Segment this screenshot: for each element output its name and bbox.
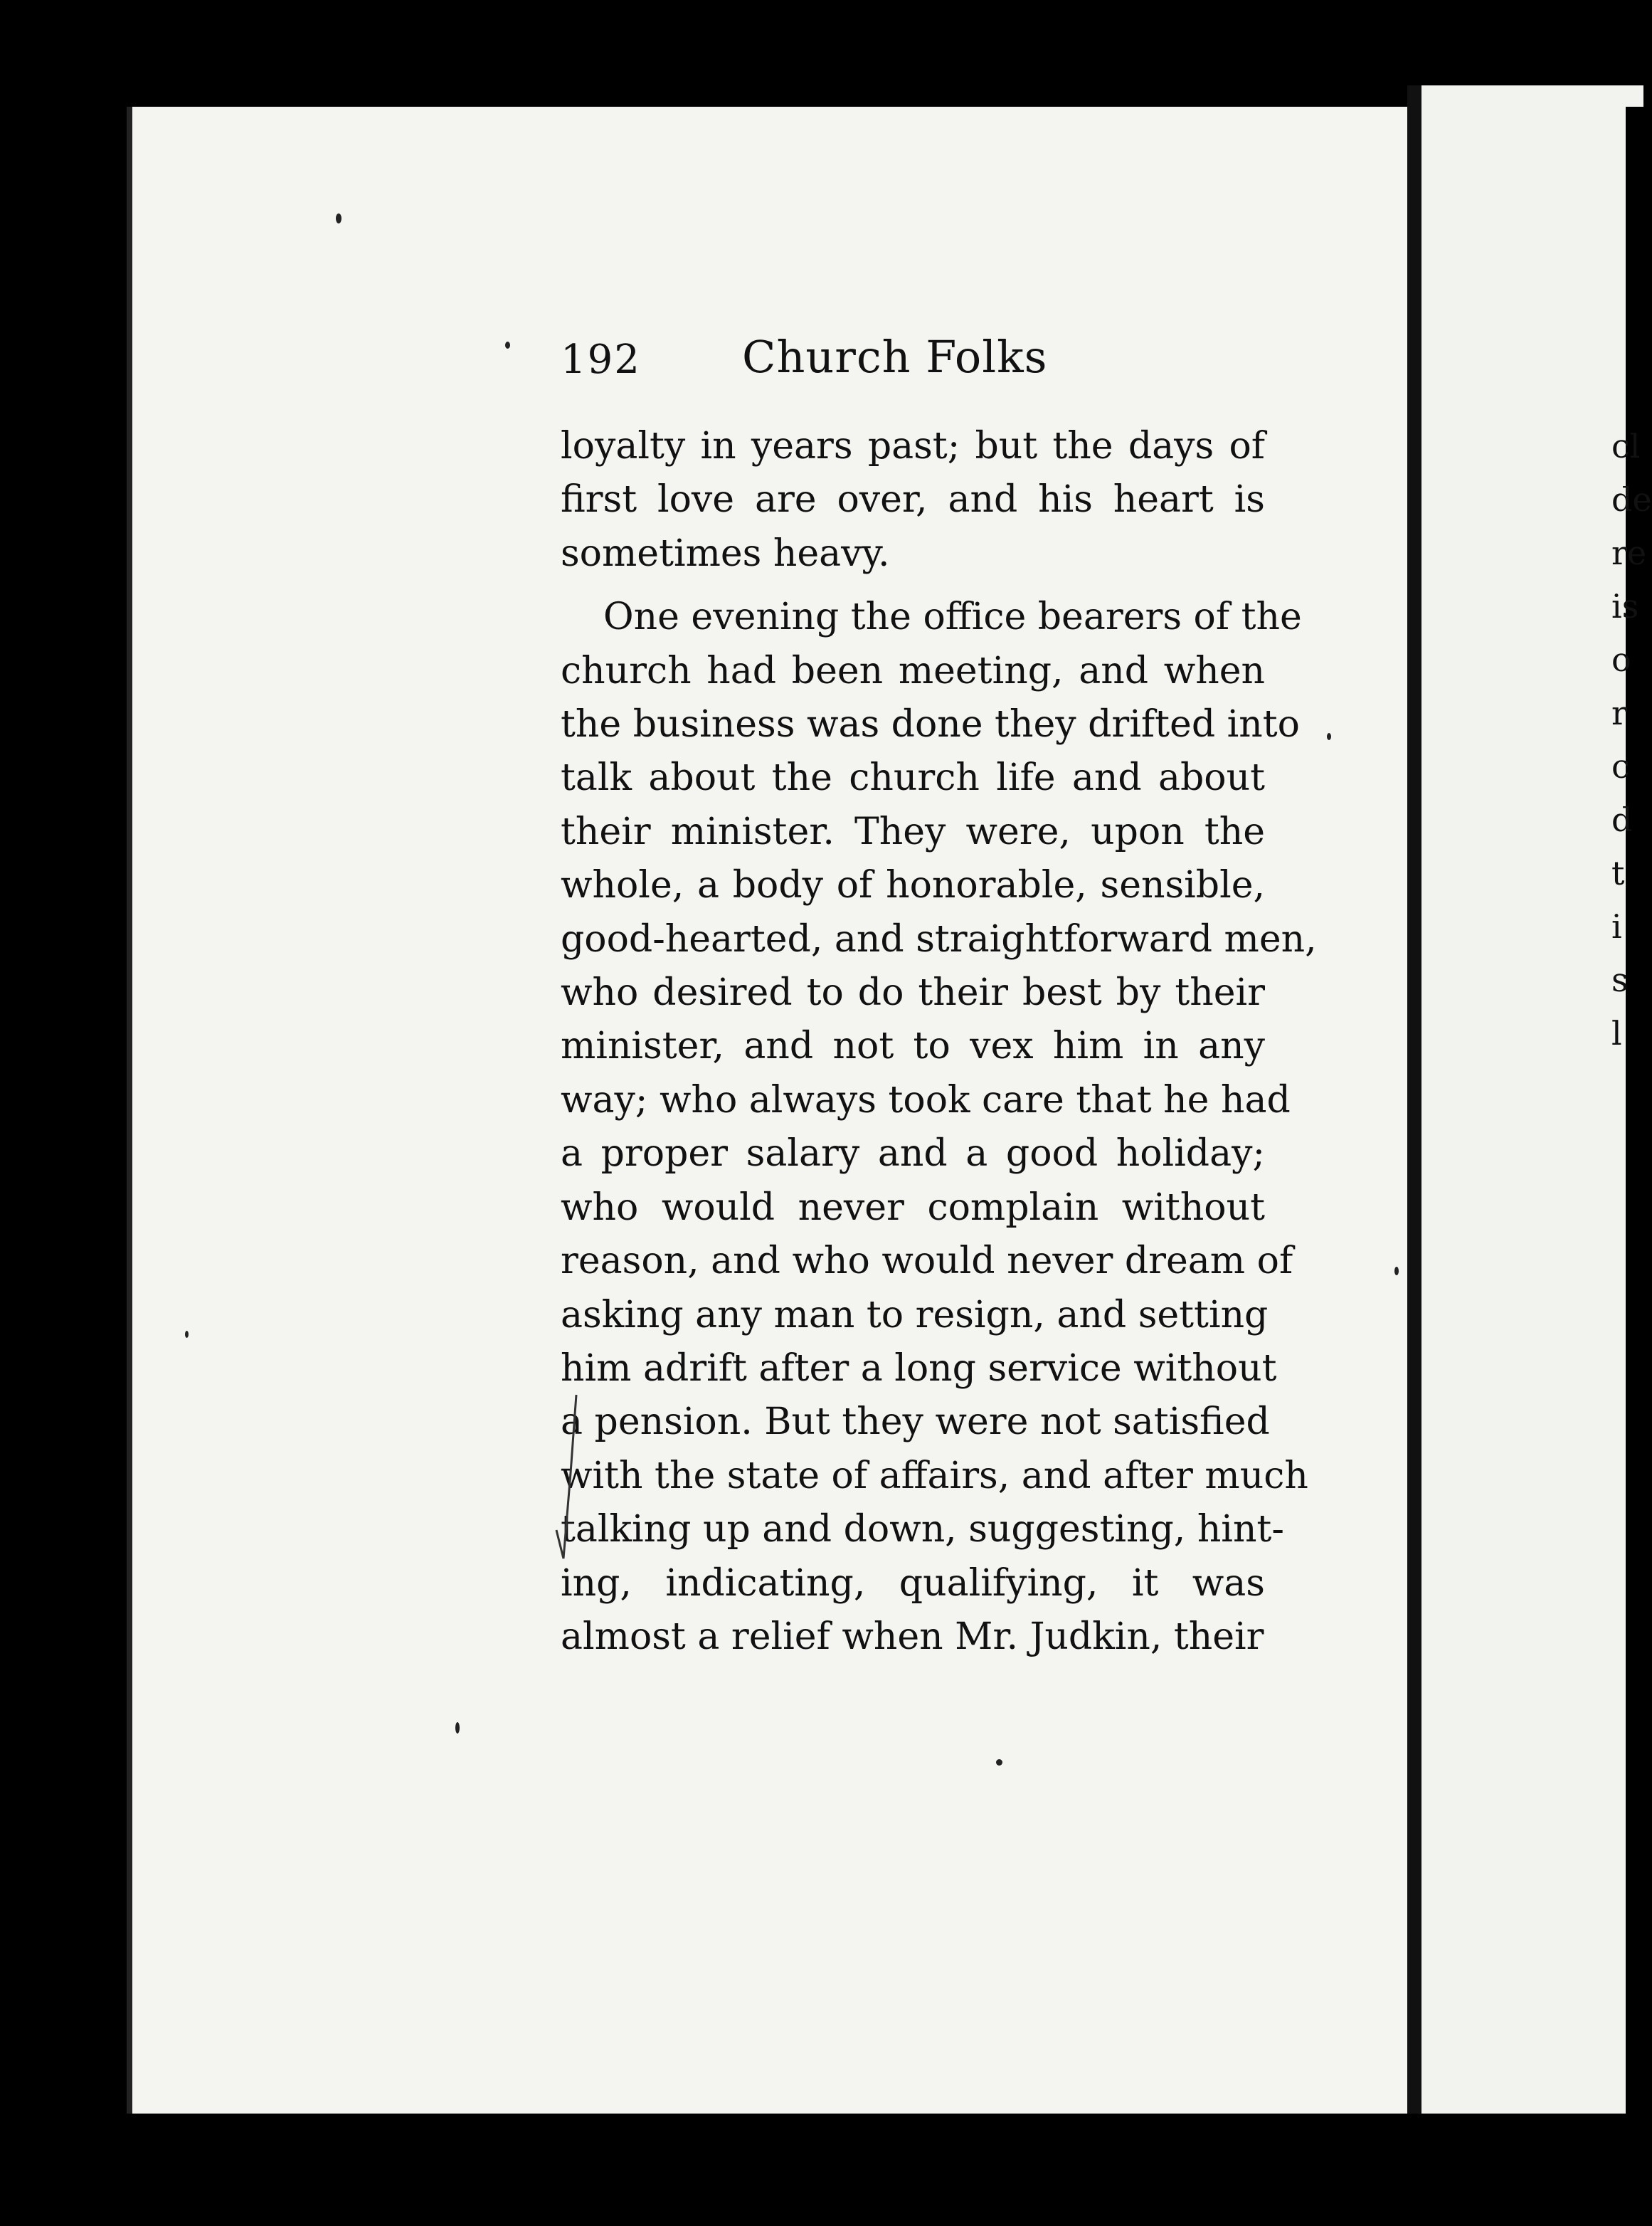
text-line: who desired to do their best by their bbox=[561, 971, 1265, 1015]
fragment: d bbox=[1611, 801, 1633, 839]
ink-speck bbox=[1327, 733, 1331, 740]
page-number: 192 bbox=[561, 337, 641, 383]
text-line: their minister. They were, upon the bbox=[561, 810, 1265, 853]
fragment: is bbox=[1611, 587, 1639, 626]
ink-speck bbox=[505, 342, 510, 349]
text-line: ing, indicating, qualifying, it was bbox=[561, 1561, 1265, 1605]
fragment: s bbox=[1611, 961, 1629, 999]
text-line: almost a relief when Mr. Judkin, their bbox=[561, 1615, 1264, 1658]
text-line: talk about the church life and about bbox=[561, 756, 1265, 800]
text-line: a proper salary and a good holiday; bbox=[561, 1132, 1265, 1176]
fragment: i bbox=[1611, 907, 1622, 946]
text-line: first love are over, and his heart is bbox=[561, 478, 1265, 522]
ink-speck bbox=[185, 1331, 189, 1338]
ink-speck bbox=[455, 1722, 460, 1734]
text-line: church had been meeting, and when bbox=[561, 649, 1265, 692]
text-line: whole, a body of honorable, sensible, bbox=[561, 864, 1265, 907]
fragment: r bbox=[1611, 694, 1627, 732]
text-line: a pension. But they were not satisfied bbox=[561, 1401, 1270, 1444]
pencil-margin-mark bbox=[548, 1388, 591, 1601]
scan-border-right bbox=[1626, 107, 1643, 2128]
text-line: him adrift after a long service without bbox=[561, 1346, 1277, 1390]
scan-border-bottom bbox=[0, 2114, 1643, 2226]
book-page-right-edge bbox=[1421, 85, 1652, 2128]
text-line: minister, and not to vex him in any bbox=[561, 1025, 1265, 1068]
ink-speck bbox=[996, 1759, 1002, 1766]
running-head bbox=[561, 324, 1144, 388]
fragment: c bbox=[1611, 747, 1630, 786]
ink-speck bbox=[1394, 1267, 1399, 1275]
text-line: asking any man to resign, and setting bbox=[561, 1293, 1269, 1336]
fragment: cl bbox=[1611, 427, 1641, 465]
body-text bbox=[561, 420, 1317, 1664]
text-line: reason, and who would never dream of bbox=[561, 1240, 1293, 1283]
text-line: good-hearted, and straightforward men, bbox=[561, 917, 1317, 961]
fragment: o bbox=[1611, 640, 1631, 679]
facing-page-fragments bbox=[1611, 420, 1652, 1060]
text-line: who would never complain without bbox=[561, 1186, 1265, 1229]
text-line: with the state of affairs, and after much bbox=[561, 1454, 1308, 1497]
scan-border-top bbox=[0, 0, 1643, 107]
fragment: re bbox=[1611, 534, 1647, 572]
running-title: Church Folks bbox=[742, 331, 1048, 383]
book-gutter bbox=[1407, 85, 1421, 2128]
text-line: sometimes heavy. bbox=[561, 532, 890, 575]
text-line: loyalty in years past; but the days of bbox=[561, 425, 1265, 468]
fragment: t bbox=[1611, 854, 1625, 892]
text-line: way; who always took care that he had bbox=[561, 1078, 1291, 1122]
ink-speck bbox=[336, 213, 341, 223]
fragment: l bbox=[1611, 1014, 1622, 1053]
text-line: talking up and down, suggesting, hint- bbox=[561, 1508, 1284, 1551]
fragment: de bbox=[1611, 480, 1652, 519]
text-line: the business was done they drifted into bbox=[561, 703, 1300, 747]
text-line: One evening the office bearers of the bbox=[603, 596, 1302, 639]
